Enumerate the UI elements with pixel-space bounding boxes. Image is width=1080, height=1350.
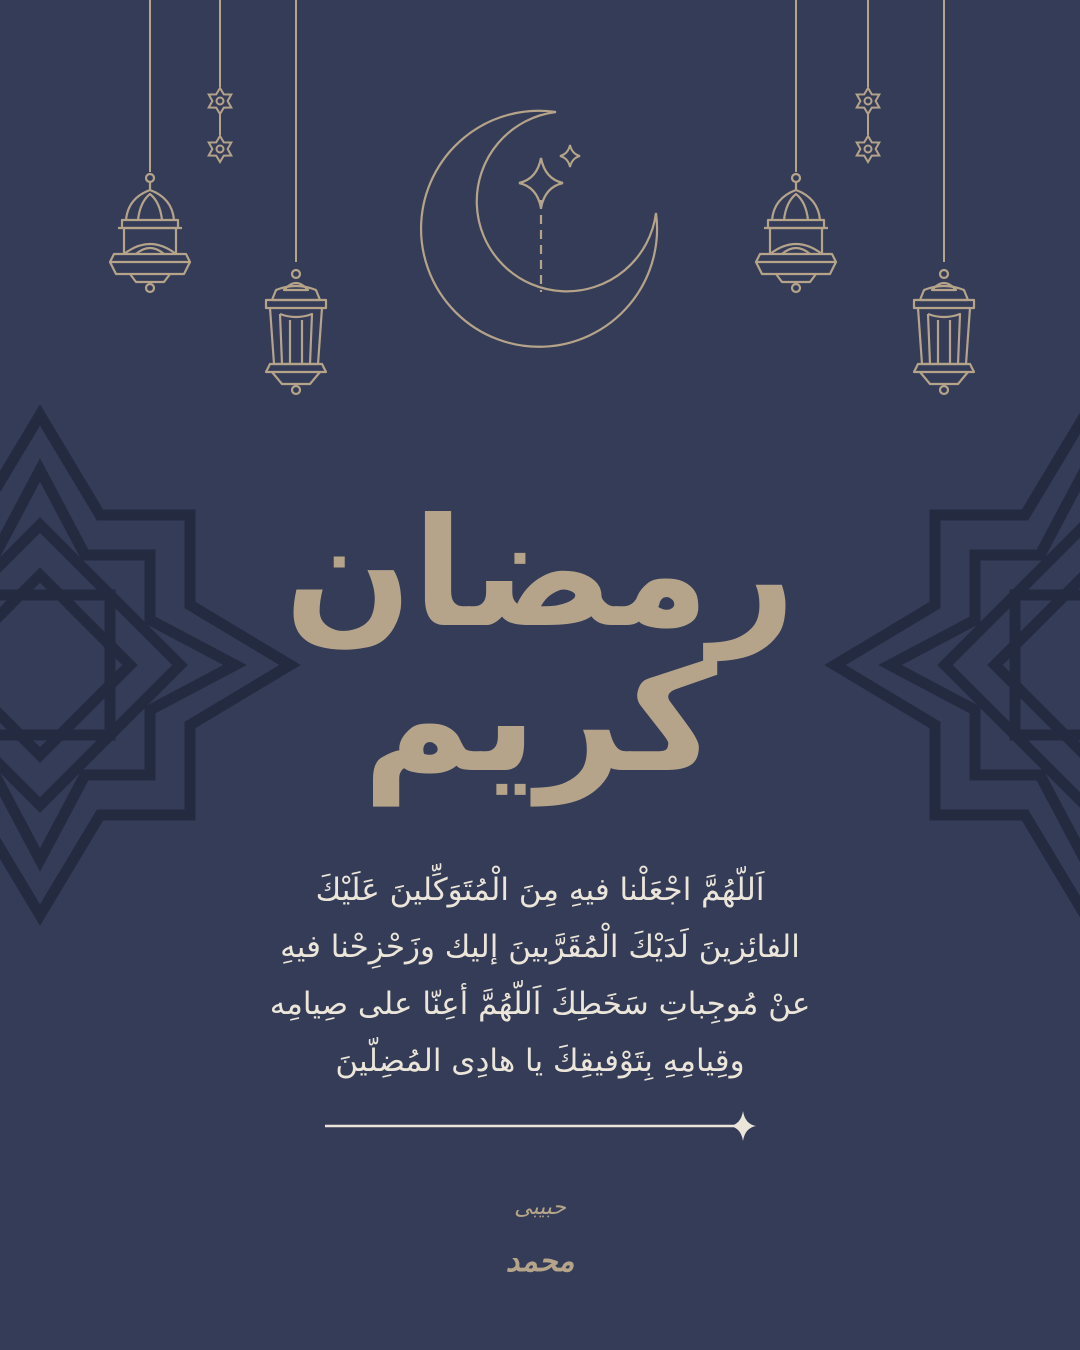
prayer-line: اَللّهُمَّ اجْعَلْنا فيهِ مِنَ الْمُتَوَكِّلينَ عَلَيْكَ (315, 872, 765, 908)
prayer-text (140, 862, 940, 1090)
hanging-lantern-icon (756, 174, 836, 292)
hanging-star-icon (209, 136, 232, 162)
sparkle-star-icon (560, 145, 580, 167)
hanging-star-icon (857, 88, 880, 114)
hanging-lantern-icon (110, 174, 190, 292)
signature-bottom: محمد (505, 1244, 575, 1279)
crescent-moon-icon (421, 111, 657, 347)
prayer-line: عنْ مُوجِباتِ سَخَطِكَ اَللّهُمَّ أعِنّا على صِيامِه (269, 986, 811, 1022)
title-line1: رمضان (284, 487, 796, 661)
mandala-ornament-icon (835, 415, 1080, 915)
hanging-lantern-icon (914, 270, 974, 394)
prayer-line: الفائِزينَ لَدَيْكَ الْمُقَرَّبينَ إليك وزَحْزِحْنا فيهِ (280, 929, 800, 965)
mandala-ornament-icon (0, 415, 290, 915)
hanging-star-icon (857, 136, 880, 162)
hanging-star-icon (209, 88, 232, 114)
signature-top: حبيبى (514, 1195, 566, 1220)
prayer-line: وقِيامِهِ بِتَوْفيقِكَ يا هادِى المُضِلّينَ (335, 1043, 745, 1079)
hanging-lantern-icon (266, 270, 326, 394)
title-line2: كريم (362, 632, 718, 806)
title-calligraphy (284, 487, 795, 807)
sparkle-star-icon (730, 1111, 756, 1141)
